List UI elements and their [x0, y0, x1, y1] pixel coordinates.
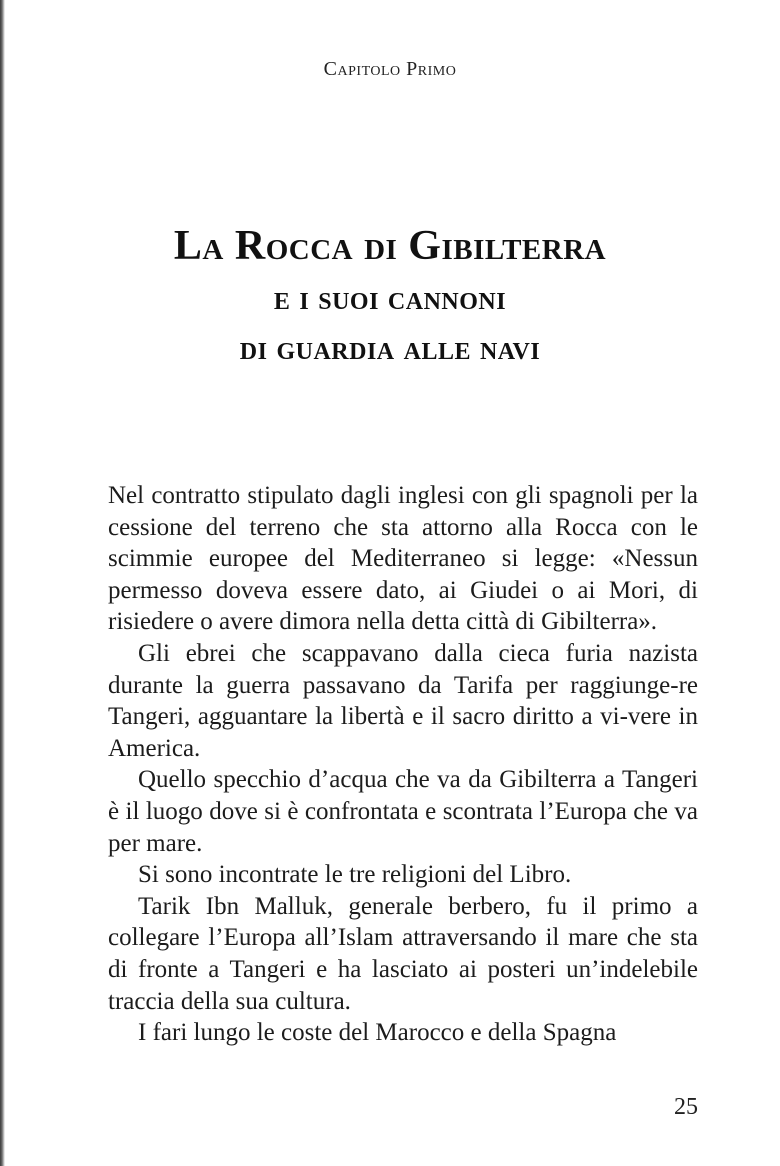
paragraph: I fari lungo le coste del Marocco e della Spagna — [138, 1019, 617, 1047]
chapter-title-line-2: e i suoi cannoni — [273, 280, 507, 317]
page-binding-edge — [0, 0, 5, 1166]
chapter-title-line-3: di guardia alle navi — [239, 330, 541, 367]
page-number: 25 — [674, 1094, 698, 1120]
paragraph: Nel contratto stipulato dagli inglesi con gli spagnoli per la cessione del terreno che sta attorno alla Rocca con le scimmie europee del Mediterraneo si legge: «Nessun permesso doveva essere dato, ai Giudei o ai Mori, di risiedere o avere dimora nella detta città di Gibilterra». — [108, 482, 698, 636]
paragraph: Si sono incontrate le tre religioni del Libro. — [138, 861, 572, 889]
chapter-title-line-1: La Rocca di Gibilterra — [173, 223, 607, 269]
paragraph: Gli ebrei che scappavano dalla cieca furia nazista durante la guerra passavano da Tarifa per raggiunge-re Tangeri, agguantare la libertà e il sacro diritto a vi-vere in America. — [108, 639, 698, 762]
paragraph: Tarik Ibn Malluk, generale berbero, fu il primo a collegare l’Europa all’Islam attraversando il mare che sta di fronte a Tangeri e ha lasciato ai posteri un’indelebile traccia della sua cultura. — [108, 892, 698, 1015]
chapter-title — [0, 218, 780, 374]
body-text — [108, 480, 698, 1049]
paragraph: Quello specchio d’acqua che va da Gibilterra a Tangeri è il luogo dove si è confrontata e scontrata l’Europa che va per mare. — [108, 766, 698, 857]
running-head: Capitolo Primo — [323, 58, 457, 80]
